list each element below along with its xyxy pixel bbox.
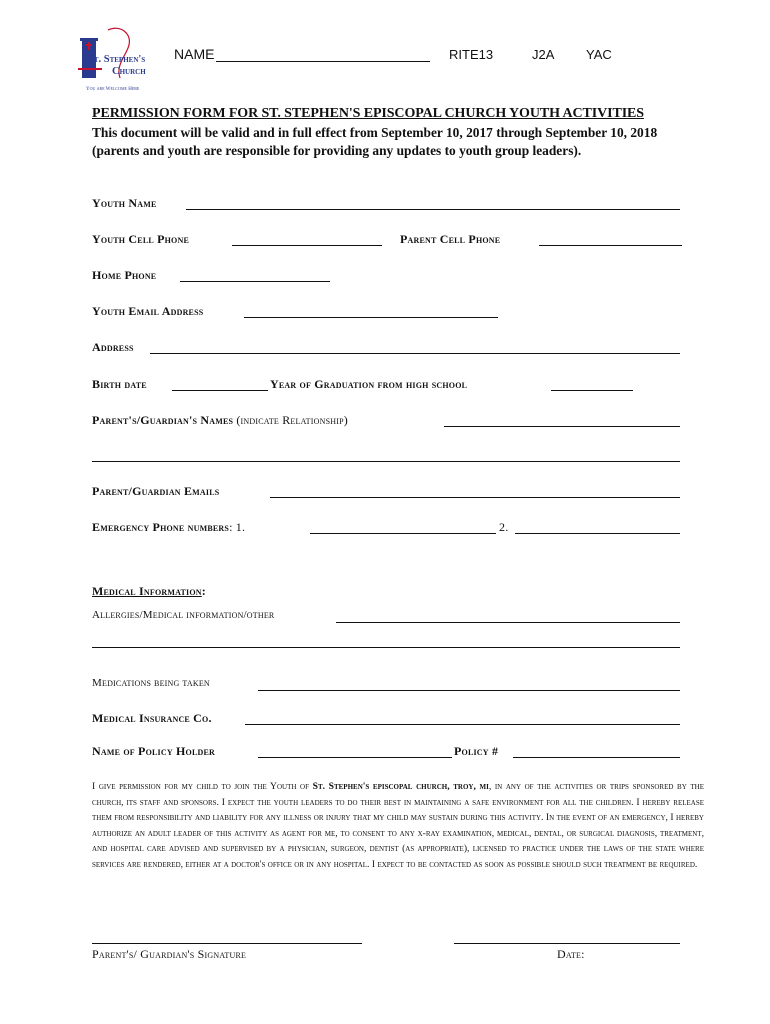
policy-holder-label: Name of Policy Holder [92, 744, 215, 758]
youth-cell-field[interactable] [232, 245, 382, 246]
header-rite13: RITE13 [449, 47, 494, 62]
birth-date-label: Birth date [92, 377, 147, 391]
birth-date-field[interactable] [172, 390, 268, 391]
emergency-phone-label [92, 520, 245, 535]
medications-field[interactable] [258, 690, 680, 691]
youth-email-field[interactable] [244, 317, 498, 318]
medications-label: Medications being taken [92, 677, 210, 689]
form-title: PERMISSION FORM FOR ST. STEPHEN'S EPISCOPAL CHURCH YOUTH ACTIVITIES [92, 106, 644, 121]
guardian-names-text: Parent's/Guardian's Names [92, 413, 234, 427]
guardian-relationship-note: (indicate Relationship) [236, 413, 348, 427]
parent-cell-field[interactable] [539, 245, 682, 246]
medical-heading-colon: : [201, 584, 206, 598]
logo-tagline: You are Welcome Here [86, 87, 140, 92]
header-name-field[interactable] [216, 61, 430, 62]
consent-body: , in any of the activities or trips sponsored by the church, its staff and sponsors. I expect the youth leaders to do their best in maintaining a safe environment for all the children. I hereby release them from responsibility and liability for any illness or injury that my child may sustain during this activity. In the event of an emergency, I hereby authorize an adult leader of this activity as agent for me, to consent to any x-ray examination, medical, dental, or surgical diagnosis, treatment, and hospital care advised and supervised by a physician, surgeon, dentist (as appropriate), licensed to practice under the laws of the state where services are rendered, either at a doctor's office or in any hospital. I expect to be contacted as soon as possible should such treatment be required. [92, 781, 704, 870]
graduation-year-field[interactable] [551, 390, 633, 391]
consent-church-name: St. Stephen's episcopal church, troy, mi [312, 781, 489, 792]
date-field[interactable] [454, 943, 680, 944]
home-phone-label: Home Phone [92, 268, 157, 282]
logo-name-line1: St. Stephen's [88, 54, 146, 65]
medical-heading [92, 584, 206, 599]
consent-paragraph [92, 779, 704, 873]
emergency-phone-2-field[interactable] [515, 533, 680, 534]
guardian-names-label [92, 413, 348, 428]
logo-name-line2: Church [112, 66, 146, 77]
youth-cell-label: Youth Cell Phone [92, 232, 189, 246]
emergency-phone-1-field[interactable] [310, 533, 496, 534]
header-yac: YAC [586, 47, 612, 62]
youth-email-label: Youth Email Address [92, 304, 204, 318]
validity-statement: This document will be valid and in full effect from September 10, 2017 through September 10, 2018 (parents and youth are responsible for providing any updates to youth group leaders). [92, 125, 658, 158]
emergency-phone-2-label: 2. [499, 520, 509, 534]
allergies-field[interactable] [336, 622, 680, 623]
signature-label: Parent's/ Guardian's Signature [92, 947, 247, 961]
guardian-names-field[interactable] [444, 426, 680, 427]
address-field[interactable] [150, 353, 680, 354]
graduation-year-label: Year of Graduation from high school [270, 377, 468, 391]
insurance-field[interactable] [245, 724, 680, 725]
allergies-label: Allergies/Medical information/other [92, 609, 275, 621]
date-label: Date: [557, 947, 585, 961]
guardian-names-field-2[interactable] [92, 461, 680, 462]
guardian-emails-field[interactable] [270, 497, 680, 498]
address-label: Address [92, 340, 134, 354]
youth-name-field[interactable] [186, 209, 680, 210]
allergies-field-2[interactable] [92, 647, 680, 648]
medical-heading-text: Medical Information [92, 584, 202, 598]
policy-holder-field[interactable] [258, 757, 452, 758]
guardian-emails-label: Parent/Guardian Emails [92, 484, 220, 498]
church-logo [72, 26, 168, 96]
emergency-phone-text: Emergency Phone numbers [92, 520, 230, 534]
parent-cell-label: Parent Cell Phone [400, 232, 501, 246]
emergency-phone-1-label: : 1. [229, 520, 246, 534]
youth-name-label: Youth Name [92, 196, 157, 210]
header-j2a: J2A [532, 47, 555, 62]
consent-intro: I give permission for my child to join the Youth of [92, 781, 313, 792]
header-name-label: NAME [174, 46, 215, 62]
insurance-label: Medical Insurance Co. [92, 711, 212, 725]
signature-field[interactable] [92, 943, 362, 944]
home-phone-field[interactable] [180, 281, 330, 282]
policy-number-label: Policy # [454, 744, 499, 758]
policy-number-field[interactable] [513, 757, 680, 758]
